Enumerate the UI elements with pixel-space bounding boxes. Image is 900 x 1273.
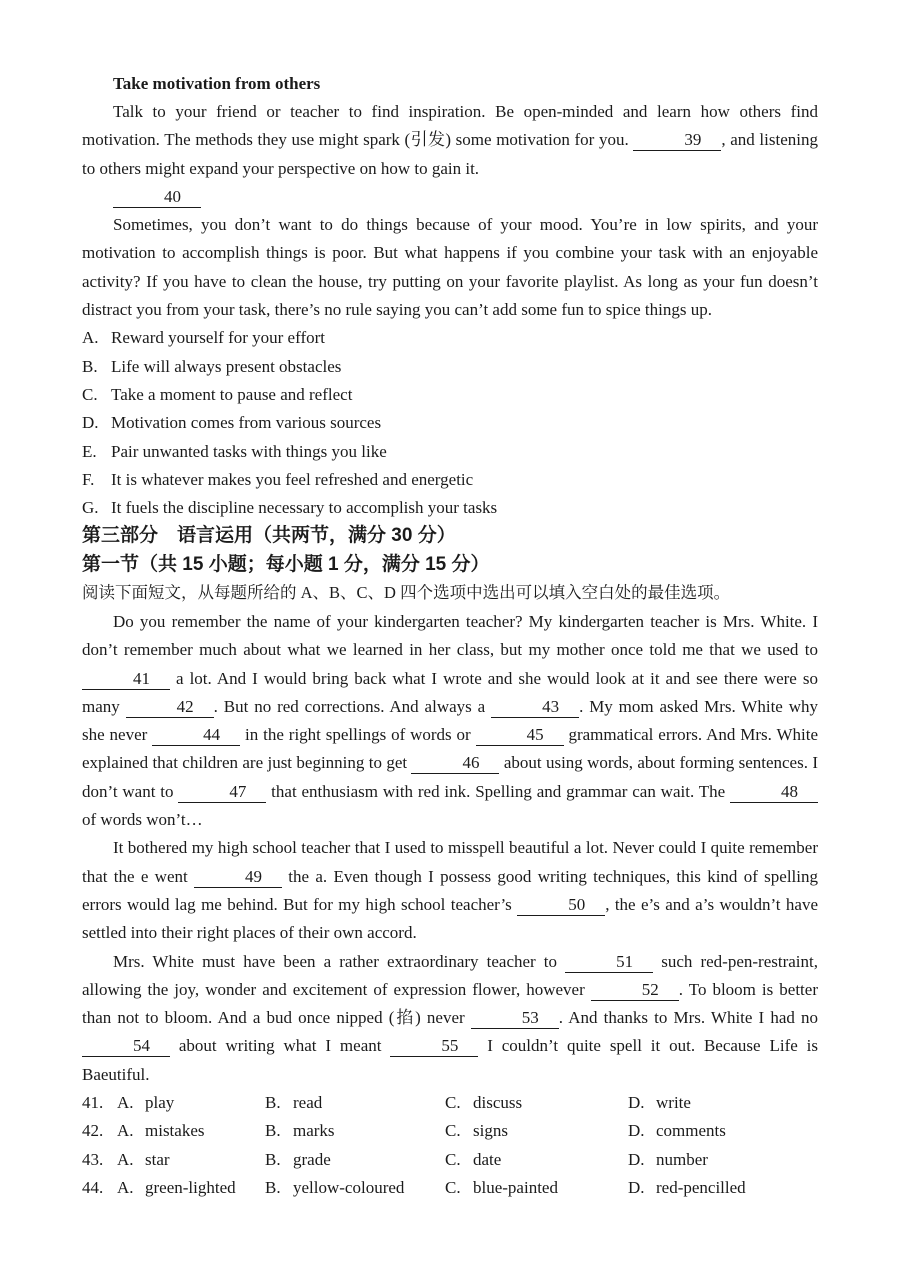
mc-option-text: signs — [473, 1121, 508, 1141]
blank-55: 55 — [390, 1036, 478, 1057]
mc-option-b — [265, 1174, 445, 1202]
mc-option-text: marks — [293, 1121, 335, 1141]
mc-option-c — [445, 1117, 628, 1145]
mc-option-text: blue-painted — [473, 1177, 558, 1197]
mc-question-row-44 — [82, 1174, 818, 1202]
mc-option-text: write — [656, 1093, 691, 1112]
mc-option-letter: C. — [445, 1149, 461, 1169]
mc-option-a — [117, 1117, 265, 1145]
option-d — [82, 409, 818, 437]
option-text: Reward yourself for your effort — [111, 328, 326, 348]
mc-option-text: grade — [293, 1149, 331, 1169]
mc-option-a — [117, 1174, 265, 1202]
blank-51: 51 — [565, 952, 653, 973]
blank-40-line — [82, 183, 818, 211]
blank-54: 54 — [82, 1036, 170, 1057]
mc-option-text: red-pencilled — [656, 1177, 746, 1197]
mc-option-d — [628, 1117, 818, 1145]
section1-heading: 第一节（共 15 小题；每小题 1 分，满分 15 分） — [82, 553, 490, 575]
option-b — [82, 353, 818, 381]
option-letter: G. — [82, 498, 99, 518]
question-number: 41. — [82, 1093, 104, 1112]
option-letter: D. — [82, 413, 99, 433]
mc-option-text: date — [473, 1149, 502, 1169]
option-text: Motivation comes from various sources — [111, 413, 382, 433]
mc-option-letter: A. — [117, 1177, 134, 1197]
cloze-para-2: It bothered my high school teacher that I used to misspell beautiful a lot. Never could I quite remember that the e went 49 the a. Even though I possess good writing techniques, this kind of spelling errors would lag me behind. But for my high school teacher’s 50 , the e’s and a’s wouldn’t have settled into their right places of their own accord. — [82, 838, 818, 943]
option-text: It is whatever makes you feel refreshed and energetic — [111, 469, 474, 489]
cloze-instruction: 阅读下面短文，从每题所给的 A、B、C、D 四个选项中选出可以填入空白处的最佳选项。 — [82, 583, 731, 603]
mc-option-a — [117, 1146, 265, 1174]
mc-question-row-42 — [82, 1117, 818, 1145]
mc-option-c — [445, 1146, 628, 1174]
mc-option-text: number — [656, 1149, 708, 1169]
cloze-para-1: Do you remember the name of your kindergarten teacher? My kindergarten teacher is Mrs. White. I don’t remember much about what we learned in her class, but my mother once told me that we used to 41 a lot. And I would bring back what I wrote and she would look at it and see there were so many 42 . But no red corrections. And always a 43 . My mom asked Mrs. White why she never 44 in the right spellings of words or 45 grammatical errors. And Mrs. White explained that children are just beginning to get 46 about using words, about forming sentences. I don’t want to 47 that enthusiasm with red ink. Spelling and grammar can wait. The 48 of words won’t… — [82, 611, 819, 830]
mc-option-letter: B. — [265, 1177, 281, 1197]
mc-option-letter: D. — [628, 1177, 645, 1197]
option-letter: B. — [82, 356, 98, 376]
blank-49: 49 — [194, 867, 282, 888]
question-number: 42. — [82, 1121, 104, 1141]
blank-41: 41 — [82, 669, 170, 690]
mc-option-letter: B. — [265, 1121, 281, 1141]
mc-option-text: play — [145, 1093, 175, 1112]
mc-option-c — [445, 1089, 628, 1117]
cloze-para-3: Mrs. White must have been a rather extraordinary teacher to 51 such red-pen-restraint, allowing the joy, wonder and excitement of expression flower, however 52 . To bloom is better than not to bloom. And a bud once nipped (掐) never 53 . And thanks to Mrs. White I had no 54 about writing what I meant 55 I couldn’t quite spell it out. Because Life is Baeutiful. — [82, 951, 819, 1084]
blank-45: 45 — [476, 725, 564, 746]
options-a-g — [82, 324, 818, 522]
mc-option-letter: C. — [445, 1177, 461, 1197]
blank-39: 39 — [633, 130, 721, 151]
reading-para-1: Talk to your friend or teacher to find inspiration. Be open-minded and learn how others find motivation. The methods they use might spark (引发) some motivation for you. 39 , and listening to others might expand your perspective on how to gain it. — [82, 102, 818, 178]
blank-48: 48 — [730, 782, 818, 803]
option-letter: C. — [82, 384, 98, 404]
mc-option-d — [628, 1146, 818, 1174]
option-letter: F. — [82, 469, 95, 489]
option-c — [82, 381, 818, 409]
mc-option-b — [265, 1146, 445, 1174]
blank-50: 50 — [517, 895, 605, 916]
reading-para-2: Sometimes, you don’t want to do things because of your mood. You’re in low spirits, and your motivation to accomplish things is poor. But what happens if you combine your task with an enjoyable activity? If you have to clean the house, try putting on your favorite playlist. As long as your fun doesn’t distract you from your task, there’s no rule saying you can’t add some fun to spice things up. — [82, 215, 818, 320]
mc-option-letter: D. — [628, 1093, 645, 1112]
mc-option-letter: A. — [117, 1093, 134, 1112]
mc-option-d — [628, 1174, 818, 1202]
mc-question-row-43 — [82, 1146, 818, 1174]
passage-title: Take motivation from others — [113, 74, 321, 93]
option-letter: A. — [82, 328, 99, 348]
blank-40: 40 — [113, 187, 201, 208]
question-number: 43. — [82, 1149, 104, 1169]
mc-questions — [82, 1089, 818, 1202]
option-f — [82, 466, 818, 494]
option-text: It fuels the discipline necessary to accomplish your tasks — [111, 498, 498, 518]
mc-option-letter: D. — [628, 1149, 645, 1169]
mc-option-text: yellow-coloured — [293, 1177, 405, 1197]
mc-option-a — [117, 1089, 265, 1117]
mc-option-letter: A. — [117, 1121, 134, 1141]
option-letter: E. — [82, 441, 97, 461]
blank-44: 44 — [152, 725, 240, 746]
option-a — [82, 324, 818, 352]
mc-option-letter: D. — [628, 1121, 645, 1141]
mc-option-text: comments — [656, 1121, 726, 1141]
blank-53: 53 — [471, 1008, 559, 1029]
option-text: Pair unwanted tasks with things you like — [111, 441, 387, 461]
mc-option-d — [628, 1089, 818, 1117]
mc-option-c — [445, 1174, 628, 1202]
mc-option-letter: C. — [445, 1121, 461, 1141]
blank-46: 46 — [411, 753, 499, 774]
mc-option-b — [265, 1117, 445, 1145]
mc-option-letter: B. — [265, 1149, 281, 1169]
option-text: Life will always present obstacles — [111, 356, 342, 376]
blank-47: 47 — [178, 782, 266, 803]
mc-option-text: read — [293, 1093, 323, 1112]
mc-option-letter: C. — [445, 1093, 461, 1112]
blank-43: 43 — [491, 697, 579, 718]
mc-option-text: mistakes — [145, 1121, 205, 1141]
option-e — [82, 438, 818, 466]
mc-option-b — [265, 1089, 445, 1117]
part3-heading: 第三部分 语言运用（共两节，满分 30 分） — [82, 525, 456, 547]
mc-option-text: star — [145, 1149, 170, 1169]
mc-option-text: green-lighted — [145, 1177, 236, 1197]
mc-option-letter: B. — [265, 1093, 281, 1112]
mc-option-letter: A. — [117, 1149, 134, 1169]
blank-42: 42 — [126, 697, 214, 718]
option-text: Take a moment to pause and reflect — [111, 384, 353, 404]
mc-question-row-41 — [82, 1089, 818, 1117]
mc-option-text: discuss — [473, 1093, 523, 1112]
option-g — [82, 494, 818, 522]
blank-52: 52 — [591, 980, 679, 1001]
question-number: 44. — [82, 1177, 104, 1197]
